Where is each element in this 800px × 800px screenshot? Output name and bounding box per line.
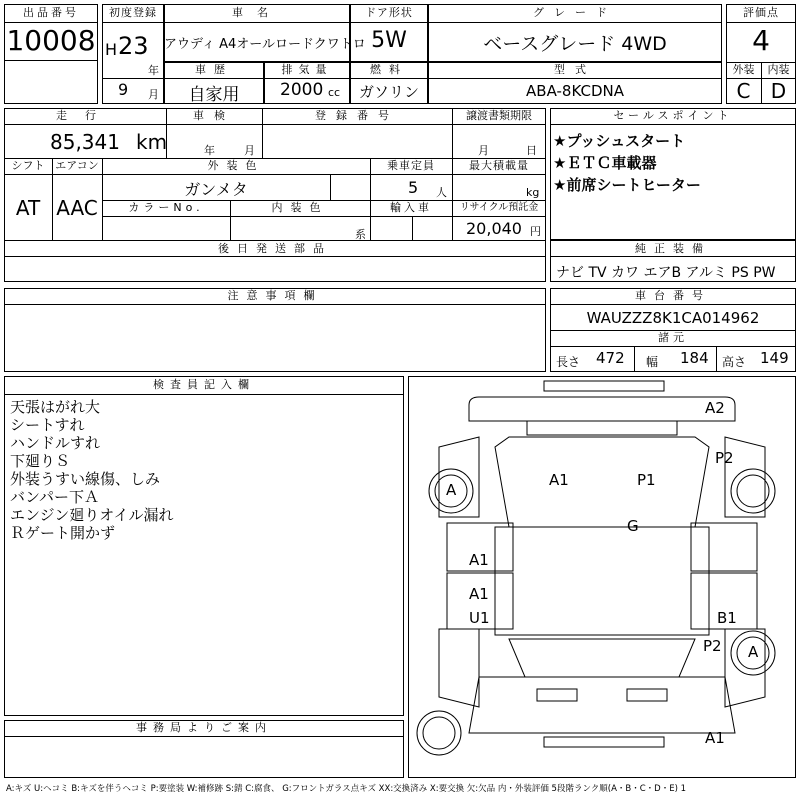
lot-number: 10008 [6, 24, 96, 57]
mileage-label: 走行 [56, 109, 114, 122]
damage-diagram [408, 376, 796, 778]
int-color-unit: 系 [355, 228, 366, 241]
capacity: 5 [408, 178, 419, 197]
era: H [105, 40, 118, 59]
inspection-year-unit: 年 [204, 144, 215, 157]
spare-tire [417, 711, 461, 755]
fuel-label: 燃料 [370, 63, 408, 76]
mark-a1-rear-bumper: A1 [705, 729, 725, 747]
mark-p1: P1 [637, 471, 656, 489]
sales-point-1: ★プッシュスタート [553, 132, 686, 150]
month-unit: 月 [148, 88, 159, 101]
width-label: 幅 [646, 355, 659, 369]
ext-color-label: 外装色 [207, 159, 265, 172]
notes-label: 注意事項欄 [227, 289, 323, 302]
model: ABA-8KCDNA [526, 82, 624, 100]
mileage-unit: km [136, 130, 168, 154]
sales-points-label: セールスポイント [613, 109, 733, 122]
later-parts-label: 後日発送部品 [218, 242, 332, 255]
ext-grade-label: 外装 [732, 63, 755, 76]
door-type: 5W [371, 28, 407, 53]
score: 4 [752, 24, 770, 57]
inspector-line-6: バンパー下Ａ [10, 488, 99, 506]
mark-a-left-front-tire: A [446, 481, 457, 499]
car-name-label: 車名 [232, 6, 282, 19]
mark-b1: B1 [717, 609, 737, 627]
int-color-label: 内装色 [271, 201, 329, 214]
displacement-label: 排気量 [281, 63, 333, 76]
import-label: 輸入車 [390, 201, 432, 214]
rear-bumper [544, 737, 664, 747]
history-label: 車歴 [195, 63, 233, 76]
height-label: 高さ [722, 355, 747, 369]
first-reg-month: 9 [118, 80, 129, 99]
car-name: アウディ A4オールロードクワトロ [164, 37, 366, 52]
chassis-number: WAUZZZ8K1CA014962 [586, 309, 760, 327]
right-front-door [691, 523, 757, 571]
mark-p2-front-right: P2 [715, 449, 734, 467]
ext-grade: C [736, 79, 751, 103]
sales-point-3: ★前席シートヒーター [553, 176, 701, 194]
mark-a1-left-door-2: A1 [469, 585, 489, 603]
headlight-strip [527, 421, 677, 435]
office-label: 事務局よりご案内 [136, 721, 272, 734]
year-unit: 年 [148, 64, 159, 77]
equipment-label: 純正装備 [635, 242, 711, 255]
transfer-month-unit: 月 [478, 144, 489, 157]
right-front-tire [731, 469, 775, 513]
inspection-label: 車検 [193, 109, 235, 122]
rear-window [509, 639, 695, 677]
model-label: 型式 [554, 63, 596, 76]
shift-label: シフト [11, 159, 45, 172]
mileage: 85,341 [50, 130, 120, 154]
roof [495, 527, 709, 635]
ext-color: ガンメタ [184, 180, 248, 199]
fuel: ガソリン [358, 83, 419, 101]
recycle-unit: 円 [530, 225, 541, 238]
inspector-label: 検査員記入欄 [153, 378, 255, 391]
inspector-line-1: 天張はがれ大 [10, 398, 101, 416]
door-label: ドア形状 [365, 6, 413, 19]
chassis-label: 車台番号 [635, 289, 711, 302]
aircon: AAC [56, 196, 98, 220]
transfer-deadline-label: 譲渡書類期限 [466, 109, 532, 122]
first-reg-year: 23 [118, 32, 149, 60]
mark-a2: A2 [705, 399, 725, 417]
int-grade-label: 内装 [767, 63, 790, 76]
color-no-label: カラーNo. [128, 201, 204, 214]
car-outline [409, 377, 795, 777]
equipment: ナビ TV カワ エアB アルミ PS PW [556, 265, 776, 281]
mark-p2-rear-right: P2 [703, 637, 722, 655]
transfer-day-unit: 日 [526, 144, 537, 157]
capacity-unit: 人 [436, 186, 447, 199]
recycle-label: リサイクル預託金 [459, 202, 539, 213]
lot-number-label: 出品番号 [23, 6, 79, 19]
int-grade: D [770, 79, 787, 103]
inspector-line-4: 下廻りＳ [10, 452, 71, 470]
first-registration-label: 初度登録 [109, 6, 157, 19]
legend: A:キズ U:ヘコミ B:キズを伴うヘコミ P:要塗装 W:補修跡 S:錆 C:腐食、 G:フロントガラス点キズ XX:交換済み X:要交換 欠:欠品 内・外装評価 5段階ランク順(A・B・C・D・E) 1 [6, 784, 687, 794]
inspector-line-2: シートすれ [10, 416, 85, 434]
max-load-label: 最大積載量 [469, 159, 529, 172]
mark-u1: U1 [469, 609, 490, 627]
inspector-line-5: 外装うすい線傷、しみ [10, 470, 161, 488]
mark-a-right-rear-tire: A [748, 643, 759, 661]
aircon-label: エアコン [55, 159, 99, 172]
score-label: 評価点 [743, 6, 779, 19]
left-taillight [537, 689, 577, 701]
recycle-fee: 20,040 [466, 219, 522, 238]
inspector-line-3: ハンドルすれ [10, 434, 101, 452]
inspector-line-8: Ｒゲート開かず [10, 524, 116, 542]
right-taillight [627, 689, 667, 701]
length: 472 [596, 349, 625, 367]
grade-label: グレード [533, 6, 617, 19]
sales-point-2: ★ＥＴＣ車載器 [553, 154, 657, 172]
max-load-unit: kg [526, 186, 540, 199]
mark-a1-roof: A1 [549, 471, 569, 489]
history: 自家用 [188, 85, 240, 105]
capacity-label: 乗車定員 [387, 159, 435, 172]
dimensions-label: 諸元 [658, 331, 688, 344]
displacement-unit: cc [328, 86, 341, 99]
displacement: 2000 [280, 80, 324, 100]
front-bumper [544, 381, 664, 391]
grade: ベースグレード 4WD [483, 33, 667, 55]
mark-g: G [627, 517, 639, 535]
front-windshield [495, 437, 709, 527]
reg-no-label: 登録番号 [315, 109, 399, 122]
inspector-line-7: エンジン廻りオイル漏れ [10, 506, 174, 524]
length-label: 長さ [556, 355, 581, 369]
width: 184 [680, 349, 709, 367]
rear-gate [469, 677, 735, 733]
left-rear-fender [439, 629, 479, 707]
height: 149 [760, 349, 789, 367]
inspection-month-unit: 月 [244, 144, 255, 157]
hood [469, 397, 735, 421]
shift: AT [15, 196, 41, 220]
mark-a1-left-door-1: A1 [469, 551, 489, 569]
